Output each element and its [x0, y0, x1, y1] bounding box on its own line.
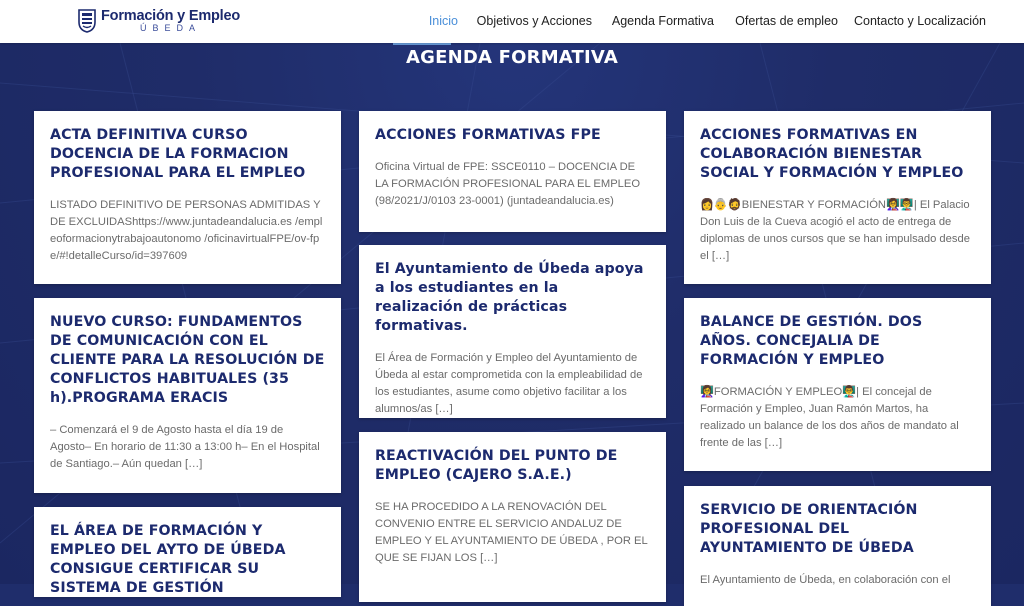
- post-card[interactable]: [684, 486, 991, 606]
- post-excerpt: Oficina Virtual de FPE: SSCE0110 – DOCENCIA DE LA FORMACIÓN PROFESIONAL PARA EL EMPLEO (98/2021/J/0103 23-0001) (juntadeandalucia.es): [375, 161, 641, 207]
- post-title[interactable]: EL ÁREA DE FORMACIÓN Y EMPLEO DEL AYTO DE ÚBEDA CONSIGUE CERTIFICAR SU SISTEMA DE GESTIÓN: [50, 523, 286, 596]
- post-card[interactable]: [684, 298, 991, 471]
- post-title[interactable]: ACCIONES FORMATIVAS EN COLABORACIÓN BIENESTAR SOCIAL Y FORMACIÓN Y EMPLEO: [700, 127, 964, 181]
- post-excerpt: 👩👵🧔BIENESTAR Y FORMACIÓN👩‍🏫👨‍🏫| El Palacio Don Luis de la Cueva acogió el acto de entrega de diplomas de unos cursos que se han impulsado desde el […]: [700, 199, 970, 262]
- post-title[interactable]: ACTA DEFINITIVA CURSO DOCENCIA DE LA FORMACION PROFESIONAL PARA EL EMPLEO: [50, 127, 306, 181]
- post-card[interactable]: [34, 298, 341, 493]
- title-accent-bar: [393, 43, 451, 45]
- post-title[interactable]: ACCIONES FORMATIVAS FPE: [375, 127, 601, 143]
- post-excerpt: 👩‍🏫FORMACIÓN Y EMPLEO👨‍🏫| El concejal de Formación y Empleo, Juan Ramón Martos, ha realizado un balance de los dos años de mandato al frente de las […]: [700, 386, 959, 449]
- post-card[interactable]: [359, 111, 666, 232]
- nav-item-contacto[interactable]: Contacto y Localización: [853, 14, 986, 28]
- post-card[interactable]: [359, 245, 666, 418]
- site-title: Formación y Empleo: [101, 7, 241, 24]
- post-excerpt: El Área de Formación y Empleo del Ayuntamiento de Úbeda al estar comprometida con la empleabilidad de los estudiantes, asume como objetivo facilitar a los alumnos/as […]: [375, 352, 643, 415]
- post-title[interactable]: REACTIVACIÓN DEL PUNTO DE EMPLEO (CAJERO S.A.E.): [375, 448, 618, 483]
- page-title: AGENDA FORMATIVA: [406, 47, 618, 68]
- coat-of-arms-icon: [77, 9, 97, 33]
- post-card[interactable]: [359, 432, 666, 602]
- post-title[interactable]: BALANCE DE GESTIÓN. DOS AÑOS. CONCEJALIA DE FORMACIÓN Y EMPLEO: [700, 314, 923, 368]
- site-logo[interactable]: [77, 8, 240, 34]
- nav-item-inicio[interactable]: Inicio: [428, 14, 458, 28]
- post-excerpt: SE HA PROCEDIDO A LA RENOVACIÓN DEL CONVENIO ENTRE EL SERVICIO ANDALUZ DE EMPLEO Y EL AYUNTAMIENTO DE ÚBEDA , POR EL QUE SE FIJAN LOS […]: [375, 501, 648, 564]
- post-title[interactable]: NUEVO CURSO: FUNDAMENTOS DE COMUNICACIÓN CON EL CLIENTE PARA LA RESOLUCIÓN DE CONFLICTOS HABITUALES (35 h).PROGRAMA ERACIS: [50, 314, 325, 406]
- nav-item-agenda[interactable]: Agenda Formativa: [611, 14, 714, 28]
- post-excerpt: El Ayuntamiento de Úbeda, en colaboración con el: [700, 574, 951, 586]
- post-card[interactable]: [34, 111, 341, 284]
- post-title[interactable]: SERVICIO DE ORIENTACIÓN PROFESIONAL DEL AYUNTAMIENTO DE ÚBEDA: [700, 502, 918, 556]
- post-title[interactable]: El Ayuntamiento de Úbeda apoya a los estudiantes en la realización de prácticas formativas.: [375, 261, 644, 334]
- nav-item-objetivos[interactable]: Objetivos y Acciones: [476, 14, 592, 28]
- site-header: [0, 0, 1024, 43]
- nav-item-ofertas[interactable]: Ofertas de empleo: [735, 14, 838, 28]
- post-excerpt: LISTADO DEFINITIVO DE PERSONAS ADMITIDAS Y DE EXCLUIDAShttps://www.juntadeandalucia.es /empleoformacionytrabajoautonomo /oficinavirtualFPE/ov-fpe/#!detalleCurso/id=397609: [50, 199, 323, 262]
- post-card[interactable]: [684, 111, 991, 284]
- site-subtitle: ÚBEDA: [140, 23, 202, 34]
- post-excerpt: – Comenzará el 9 de Agosto hasta el día 19 de Agosto– En horario de 11:30 a 13:00 h– En el Hospital de Santiago.– Aún quedan […]: [50, 424, 320, 470]
